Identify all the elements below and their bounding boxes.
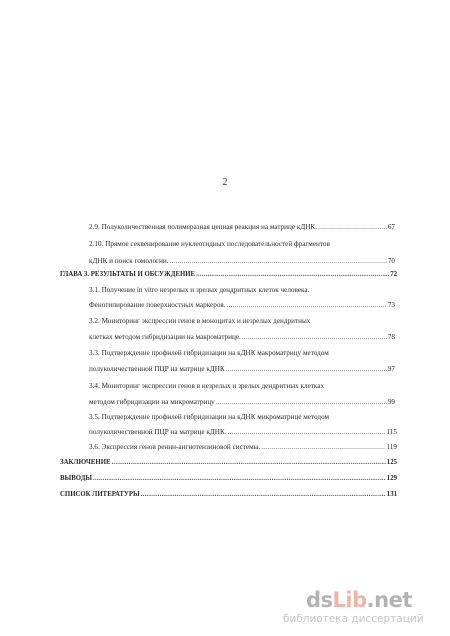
toc-entry-3-5 <box>89 411 399 423</box>
toc-entry-3-1 <box>89 284 399 296</box>
toc-entry-3-6 <box>89 441 397 453</box>
toc-entry-3-2-cont <box>89 331 395 343</box>
toc-entry-page: 73 <box>387 301 395 309</box>
toc-leader-dots <box>318 221 387 233</box>
toc-entry-title: ВЫВОДЫ <box>60 475 93 482</box>
toc-entry-3-2 <box>89 315 399 327</box>
toc-entry-title: полуколичественной ПЦР на матрице кДНК. <box>89 428 227 436</box>
dslib-watermark[interactable] <box>283 588 443 628</box>
toc-entry-page: 115 <box>386 428 397 436</box>
toc-leader-dots <box>227 299 387 311</box>
toc-leader-dots <box>242 331 387 343</box>
watermark-caption: библиотека диссертаций <box>283 613 424 625</box>
toc-leader-dots <box>228 426 386 438</box>
toc-entry-page: 70 <box>387 257 395 265</box>
toc-entry-title: 3.2. Мониторинг экспрессии генов в моноцитах и незрелых дендритных <box>89 317 311 325</box>
toc-entry-3-4 <box>89 380 399 392</box>
toc-entry-title: ЗАКЛЮЧЕНИЕ <box>60 459 111 466</box>
toc-leader-dots <box>196 269 389 281</box>
toc-leader-dots <box>261 441 385 453</box>
toc-entry-title: 3.6. Экспрессия генов ренин-ангиотензиновой системы. <box>89 443 261 451</box>
toc-leader-dots <box>112 457 386 469</box>
toc-entry-chapter-3 <box>60 269 397 281</box>
page-number: 2 <box>222 177 228 188</box>
toc-entry-3-3-cont <box>89 363 395 375</box>
toc-leader-dots <box>226 363 387 375</box>
toc-entry-title: СПИСОК ЛИТЕРАТУРЫ <box>60 491 140 498</box>
toc-entry-3-4-cont <box>89 396 395 408</box>
toc-entry-3-5-cont <box>89 426 397 438</box>
toc-leader-dots <box>216 396 387 408</box>
toc-entry-title: 3.5. Подтверждение профилей гибридизации на кДНК микроматрице методом <box>89 413 330 421</box>
toc-entry-title: 2.10. Прямое секвенирование нуклеотидных последовательностей фрагментов <box>89 240 330 248</box>
toc-entry-title: 3.3. Подтверждение профилей гибридизации на кДНК макроматрицу методом <box>89 349 329 357</box>
dslib-logo[interactable] <box>306 588 412 612</box>
toc-entry-title: ГЛАВА 3. РЕЗУЛЬТАТЫ И ОБСУЖДЕНИЕ <box>60 271 196 278</box>
toc-entry-page: 129 <box>386 475 397 482</box>
toc-entry-2-10 <box>89 238 399 250</box>
logo-lib: Lib <box>332 588 367 612</box>
toc-entry-findings <box>60 473 397 485</box>
toc-entry-page: 67 <box>387 223 395 231</box>
toc-entry-3-3 <box>89 347 399 359</box>
toc-entry-title: 3.4. Мониторинг экспрессии генов в незрелых и зрелых дендритных клетках <box>89 382 325 390</box>
toc-entry-title: клетках методом гибридизации на макроматрице. <box>89 333 241 341</box>
toc-entry-page: 99 <box>387 398 395 406</box>
toc-entry-title: 3.1. Получение in vitro незрелых и зрелых дендритных клеток человека. <box>89 286 310 294</box>
toc-entry-title: 2.9. Полуколичественная полимеразная цепная реакция на матрице кДНК. <box>89 223 318 231</box>
logo-net: .net <box>366 588 412 612</box>
toc-entry-3-1-cont <box>89 299 395 311</box>
toc-entry-conclusion <box>60 457 397 469</box>
toc-entry-title: кДНК и поиск гомологии. <box>89 257 169 265</box>
toc-entry-page: 78 <box>387 333 395 341</box>
toc-entry-page: 125 <box>386 459 397 466</box>
toc-entry-page: 72 <box>390 271 397 278</box>
toc-entry-page: 119 <box>386 443 397 451</box>
toc-entry-title: методом гибридизации на микроматрицу <box>89 398 215 406</box>
toc-entry-page: 131 <box>386 491 397 498</box>
toc-entry-page: 97 <box>387 365 395 373</box>
toc-leader-dots <box>169 255 386 267</box>
toc-entry-title: полуколичественной ПЦР на матрице кДНК <box>89 365 225 373</box>
toc-leader-dots <box>93 473 386 485</box>
toc-entry-2-10-cont <box>89 255 395 267</box>
toc-entry-2-9 <box>89 221 395 233</box>
toc-entry-title: Фенотипирование поверхностных маркеров. <box>89 301 226 309</box>
logo-ds: ds <box>306 588 333 612</box>
toc-entry-references <box>60 489 397 501</box>
toc-leader-dots <box>141 489 386 501</box>
